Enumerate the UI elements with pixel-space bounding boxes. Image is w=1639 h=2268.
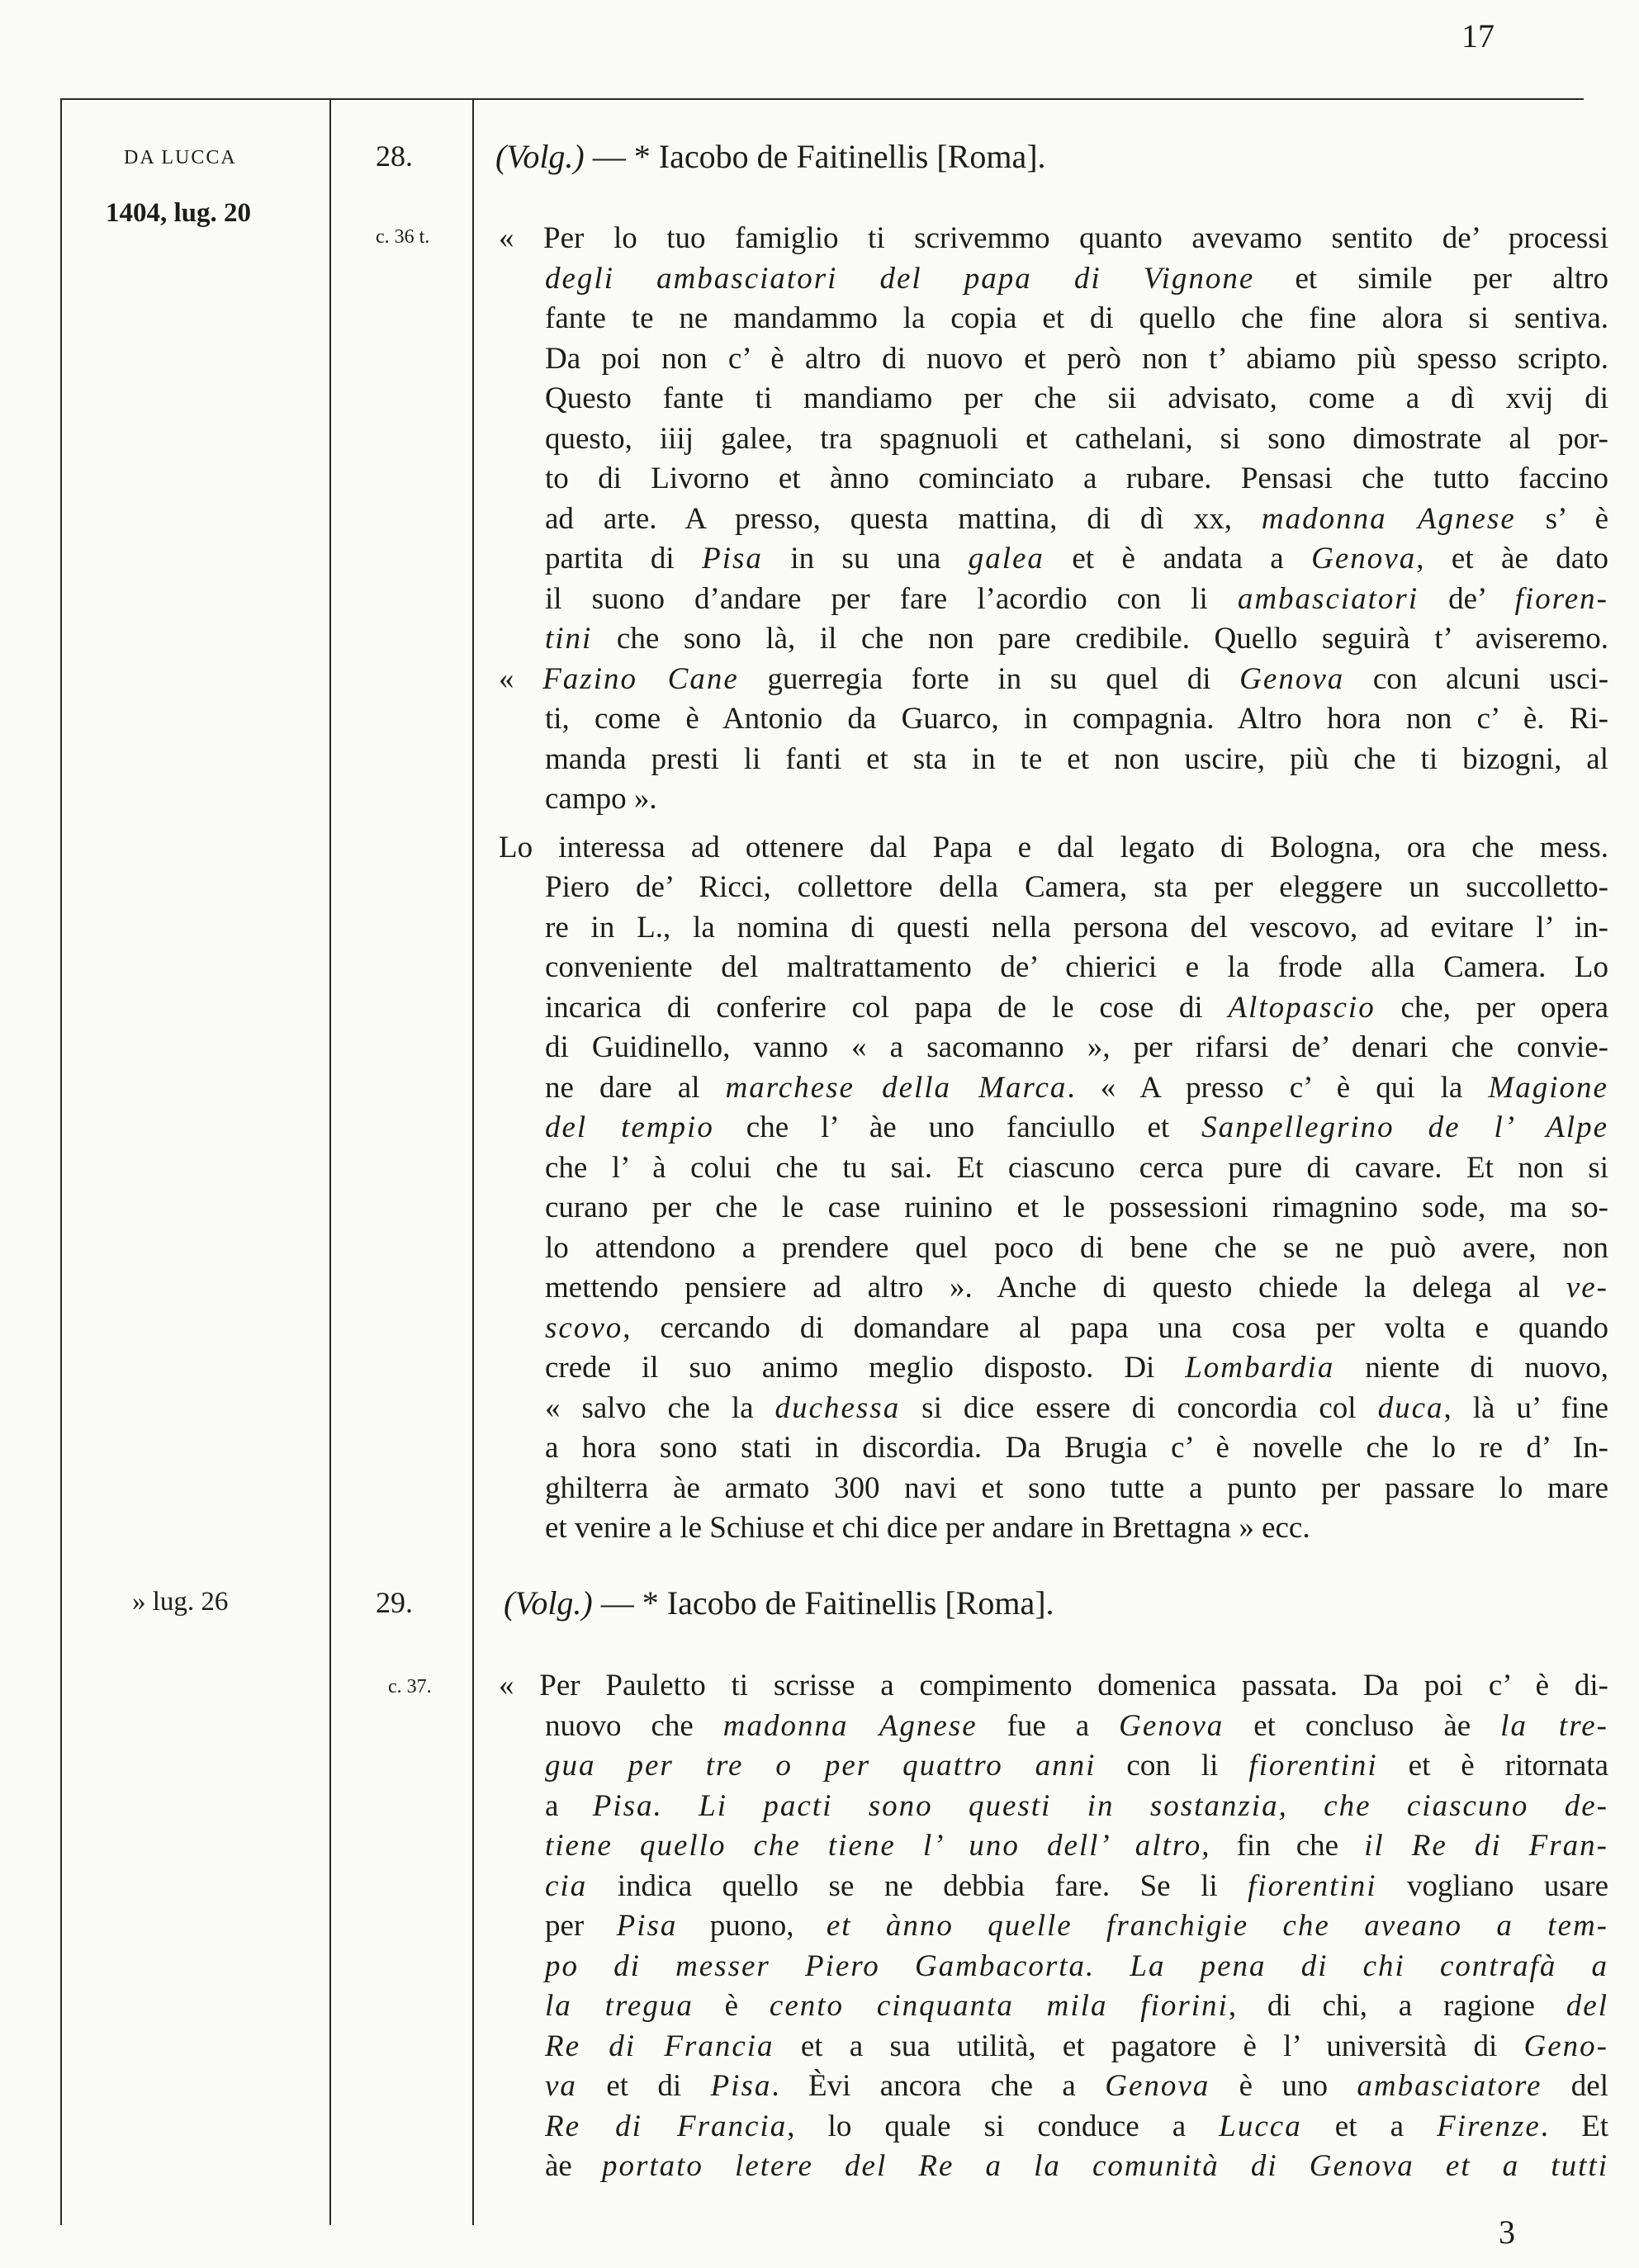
text: et venire a le Schiuse et chi dice per andare in Brettagna » ecc. (545, 1511, 1310, 1545)
italic-text: del tempio (545, 1110, 714, 1144)
text: con alcuni usci- (1344, 661, 1609, 696)
date-column-rule (329, 98, 331, 2225)
text: incarica di conferire col papa de le cose di (545, 990, 1229, 1025)
italic-text: Re di Francia (545, 2109, 788, 2143)
text-line (499, 660, 1608, 700)
text-line (499, 1508, 1608, 1549)
text-line (499, 299, 1608, 339)
text-line (499, 779, 1608, 820)
text-line (499, 1787, 1608, 1827)
number-column-rule (472, 98, 474, 2225)
text-line (499, 259, 1608, 300)
text: campo ». (545, 782, 657, 816)
entry-folio: c. 36 t. (376, 226, 430, 248)
text-line (499, 379, 1608, 419)
text-line (499, 1108, 1608, 1148)
italic-text: Genova (1105, 2069, 1210, 2103)
paragraph (499, 1666, 1608, 2187)
italic-text: la tre- (1500, 1708, 1608, 1743)
text-line (499, 868, 1608, 908)
text: et concluso àe (1224, 1708, 1501, 1743)
italic-text: va (545, 2069, 577, 2103)
text: puono, (677, 1909, 827, 1943)
italic-text: duca (1377, 1390, 1444, 1425)
entry-date-text: 1404, lug. 20 (106, 198, 252, 228)
text: mettendo pensiere ad altro ». Anche di questo chiede la delega al (545, 1271, 1566, 1304)
left-column-rule (60, 98, 62, 2225)
text: lo attendono a prendere quel poco di bene che se ne può avere, non (545, 1230, 1608, 1265)
text-line (499, 1826, 1608, 1867)
text-line (499, 1268, 1608, 1309)
text: Questo fante ti mandiamo per che sii advisato, come a dì xvij di (545, 381, 1608, 415)
text: ne dare al (545, 1070, 726, 1105)
heading-text: — * Iacobo de Faitinellis [Roma]. (584, 138, 1046, 175)
italic-text: Geno- (1523, 2029, 1608, 2063)
italic-text: tiene quello che tiene l’ uno dell’ altro, (545, 1829, 1211, 1863)
text-line (499, 339, 1608, 380)
heading-text: — * Iacobo de Faitinellis [Roma]. (592, 1584, 1054, 1622)
text: vogliano usare (1376, 1868, 1608, 1903)
text: che l’ à colui che tu sai. Et ciascuno cerca pure di cavare. Et non si (545, 1150, 1608, 1185)
italic-text: ambasciatore (1357, 2069, 1542, 2103)
text: nuovo che (545, 1708, 723, 1743)
text-line (499, 828, 1608, 869)
page-number: 17 (1461, 17, 1495, 54)
text: con li (1096, 1749, 1249, 1783)
italic-text: Firenze (1437, 2109, 1541, 2143)
text-line (499, 2107, 1608, 2147)
text: re in L., la nomina di questi nella persona del vescovo, ad evitare l’ in- (545, 910, 1608, 945)
entry-body (499, 1666, 1608, 2187)
italic-text: fioren- (1514, 581, 1608, 616)
text: che, per opera (1375, 990, 1608, 1025)
italic-text: Pisa (702, 542, 763, 575)
text-line (499, 219, 1608, 259)
text-line (499, 1469, 1608, 1509)
italic-text: Lucca (1219, 2109, 1302, 2143)
italic-text: duchessa (774, 1390, 901, 1425)
running-head: DA LUCCA (124, 147, 237, 168)
text: , là u’ fine (1443, 1390, 1608, 1425)
text-line (499, 2147, 1608, 2187)
text: et a (1301, 2109, 1438, 2143)
text: et simile per altro (1254, 261, 1608, 296)
text: Da poi non c’ è altro di nuovo et però non t’ abiamo più spesso scripto. (545, 341, 1608, 376)
italic-text: po di messer Piero Gambacorta. La pena di chi contrafà a (545, 1948, 1608, 1983)
text: . « A presso c’ è qui la (1067, 1070, 1489, 1105)
text: ti, come è Antonio da Guarco, in compagnia. Altro hora non c’ è. Ri- (545, 702, 1608, 736)
italic-text: madonna Agnese (722, 1708, 978, 1743)
italic-text: Fazino Cane (542, 661, 739, 696)
text: ad arte. A presso, questa mattina, di dì xx, (545, 501, 1262, 536)
italic-text: degli ambasciatori del papa di Vignone (545, 261, 1255, 296)
text: « salvo che la (545, 1390, 775, 1425)
signature-mark: 3 (1499, 2214, 1515, 2251)
text: et è andata a (1044, 542, 1312, 575)
text: . Èvi ancora che a (771, 2069, 1106, 2103)
paragraph (499, 660, 1608, 820)
text-line (499, 740, 1608, 780)
text-line (499, 1906, 1608, 1947)
text-line (499, 948, 1608, 988)
text-line (499, 459, 1608, 500)
text: to di Livorno et ànno cominciato a rubare. Pensasi che tutto faccino (545, 462, 1608, 495)
entry-number: 28. (376, 140, 413, 173)
text: àe (545, 2149, 602, 2183)
paragraph (499, 828, 1608, 1549)
text-line (499, 1309, 1608, 1349)
text: fue a (977, 1708, 1120, 1743)
entry-body (499, 219, 1608, 1549)
italic-text: Magione (1488, 1070, 1608, 1105)
text-line (499, 419, 1608, 460)
heading-label: (Volg.) (504, 1584, 593, 1622)
italic-text: del (1566, 1989, 1608, 2023)
text-line (499, 988, 1608, 1029)
text-line (499, 1986, 1608, 2027)
text: « (499, 661, 543, 696)
text: questo, iiij galee, tra spagnuoli et cathelani, si sono dimostrate al por- (545, 421, 1608, 456)
entry-date (106, 198, 251, 229)
text: a (545, 1788, 593, 1823)
entry-heading (504, 1584, 1054, 1622)
text-line (499, 1188, 1608, 1229)
text-line (499, 1229, 1608, 1269)
italic-text: gua per tre o per quattro anni (545, 1749, 1097, 1783)
text: manda presti li fanti et sta in te et non uscire, più che ti bizogni, al (545, 741, 1608, 776)
text: « Per lo tuo famiglio ti scrivemmo quanto avevamo sentito de’ processi (499, 221, 1608, 255)
italic-text: la tregua (545, 1989, 694, 2023)
text: è uno (1210, 2069, 1357, 2103)
text-line (499, 699, 1608, 740)
text: « Per Pauletto ti scrisse a compimento domenica passata. Da poi c’ è di- (499, 1669, 1608, 1702)
text: per (545, 1909, 617, 1943)
italic-text: cia (545, 1868, 588, 1903)
text: a hora sono stati in discordia. Da Brugia c’ è novelle che lo re d’ In- (545, 1431, 1608, 1465)
text-line (499, 580, 1608, 620)
text-line (499, 1947, 1608, 1987)
text-line (499, 2067, 1608, 2107)
text: guerregia forte in su quel di (738, 661, 1240, 696)
text: , cercando di domandare al papa una cosa per volta e quando (623, 1310, 1608, 1345)
text-line (499, 1348, 1608, 1389)
text: Piero de’ Ricci, collettore della Camera, sta per eleggere un succolletto- (545, 870, 1608, 904)
italic-text: Re di Francia (545, 2029, 774, 2063)
text: , lo quale si conduce a (787, 2109, 1220, 2143)
italic-text: fiorentini (1248, 1868, 1377, 1903)
text: di Guidinello, vanno « a sacomanno », per rifarsi de’ denari che convie- (545, 1030, 1608, 1064)
italic-text: et ànno quelle franchigie che aveano a tem- (826, 1909, 1608, 1943)
text: è (693, 1989, 770, 2023)
paragraph (499, 219, 1608, 660)
text: , et àe dato (1416, 542, 1609, 575)
italic-text: portato letere del Re a la comunità di Genova et a tutti (601, 2149, 1608, 2183)
italic-text: madonna Agnese (1261, 501, 1516, 536)
text: s’ è (1515, 501, 1608, 536)
text: fin che (1210, 1829, 1365, 1863)
text-line (499, 1707, 1608, 1747)
text: de’ (1419, 581, 1515, 616)
text: et a sua utilità, et pagatore è l’ università di (774, 2029, 1524, 2063)
text: si dice essere di concordia col (900, 1390, 1378, 1425)
text: che l’ àe uno fanciullo et (713, 1110, 1202, 1144)
text-line (499, 1028, 1608, 1068)
text: curano per che le case ruinino et le possessioni rimagnino sode, ma so- (545, 1191, 1608, 1224)
text: il suono d’andare per fare l’acordio con li (545, 581, 1238, 616)
entry-heading (495, 137, 1046, 176)
text-line (499, 2027, 1608, 2067)
text: . Et (1540, 2109, 1609, 2143)
heading-label: (Volg.) (495, 138, 585, 175)
text: in su una (762, 542, 969, 575)
italic-text: ambasciatori (1237, 581, 1419, 616)
italic-text: Lombardia (1185, 1351, 1335, 1385)
italic-text: Genova (1311, 542, 1417, 575)
text-line (499, 1068, 1608, 1109)
text: del (1542, 2069, 1609, 2103)
text: indica quello se ne debbia fare. Se li (587, 1868, 1248, 1903)
text: Lo interessa ad ottenere dal Papa e dal legato di Bologna, ora che mess. (499, 830, 1608, 864)
italic-text: ve- (1566, 1271, 1608, 1304)
italic-text: Sanpellegrino de l’ Alpe (1201, 1110, 1609, 1144)
text: , di chi, a ragione (1228, 1989, 1566, 2023)
text-line (499, 1389, 1608, 1429)
text-line (499, 619, 1608, 660)
text: et è ritornata (1377, 1749, 1609, 1783)
italic-text: Pisa. Li pacti sono questi in sostanzia, che ciascuno de- (592, 1788, 1608, 1823)
text-line (499, 500, 1608, 540)
italic-text: il Re di Fran- (1364, 1829, 1608, 1863)
text: conveniente del maltrattamento de’ chierici e la frode alla Camera. Lo (545, 950, 1608, 984)
text-line (499, 908, 1608, 949)
text: et di (576, 2069, 711, 2103)
entry-date: » lug. 26 (132, 1587, 229, 1617)
italic-text: tini (545, 622, 593, 656)
italic-text: scovo (545, 1310, 623, 1345)
text-line (499, 1148, 1608, 1189)
text: niente di nuovo, (1334, 1351, 1608, 1385)
text-line (499, 1746, 1608, 1787)
italic-text: cento cinquanta mila fiorini (769, 1989, 1229, 2023)
italic-text: Genova (1119, 1708, 1225, 1743)
text: crede il suo animo meglio disposto. Di (545, 1351, 1186, 1385)
text: fante te ne mandammo la copia et di quello che fine alora si sentiva. (545, 301, 1608, 335)
text: ghilterra àe armato 300 navi et sono tutte a punto per passare lo mare (545, 1470, 1608, 1505)
text-line (499, 1867, 1608, 1907)
entry-number: 29. (376, 1586, 413, 1619)
text: partita di (545, 542, 703, 575)
italic-text: marchese della Marca (725, 1070, 1068, 1105)
text-line (499, 539, 1608, 580)
top-rule (60, 98, 1584, 100)
italic-text: Pisa (616, 1909, 678, 1943)
paragraph-gap (499, 820, 1608, 828)
italic-text: fiorentini (1248, 1749, 1378, 1783)
text: che sono là, il che non pare credibile. Quello seguirà t’ aviseremo. (592, 622, 1608, 656)
entry-folio: c. 37. (388, 1676, 432, 1697)
italic-text: Altopascio (1228, 990, 1376, 1025)
italic-text: galea (968, 542, 1045, 575)
italic-text: Genova (1239, 661, 1345, 696)
text-line (499, 1666, 1608, 1707)
italic-text: Pisa (710, 2069, 772, 2103)
text-line (499, 1428, 1608, 1469)
